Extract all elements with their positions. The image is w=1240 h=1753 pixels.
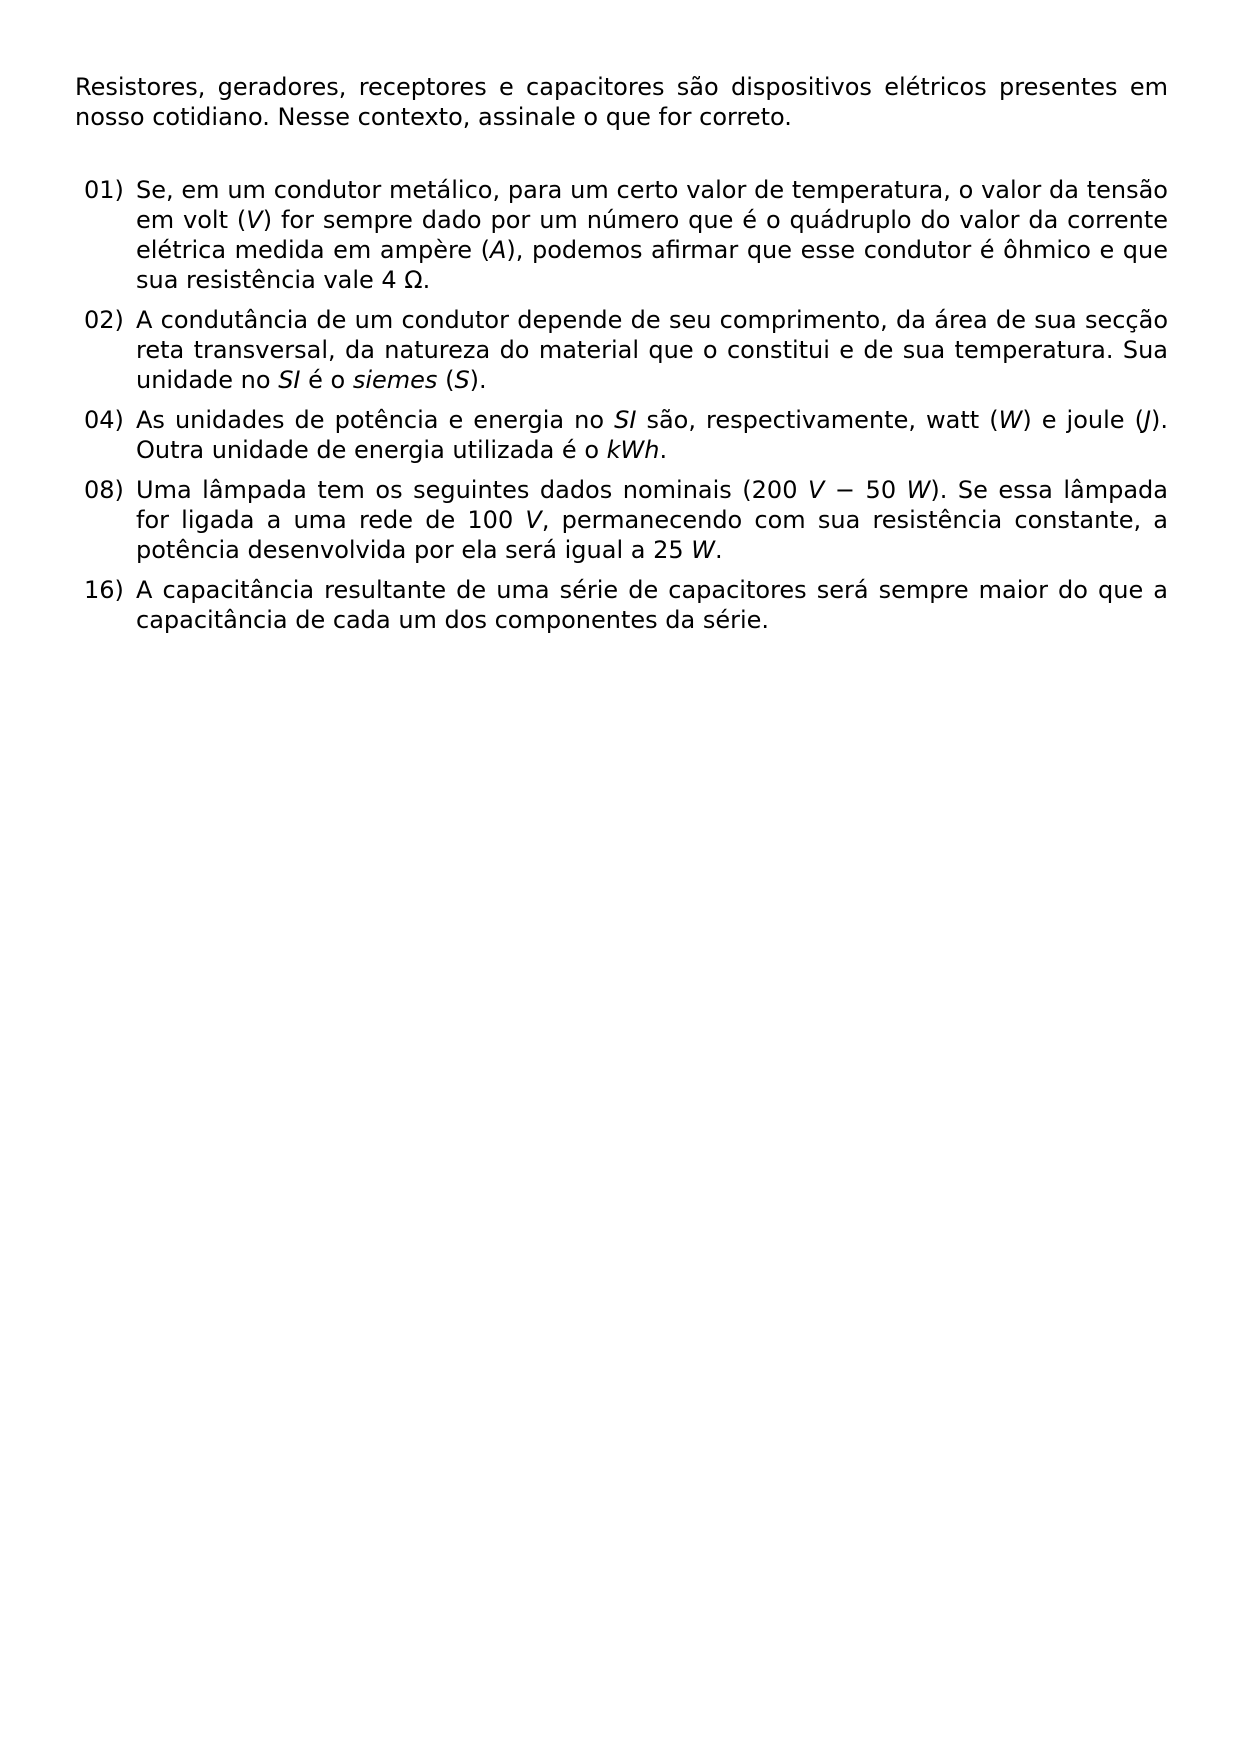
unit-symbol: W bbox=[998, 406, 1023, 434]
unit-system-symbol: SI bbox=[278, 366, 301, 394]
option-text-segment: ). Se essa lâmpada for ligada a uma rede de 100 bbox=[136, 476, 1168, 534]
option-text bbox=[136, 575, 1168, 635]
unit-system-symbol: SI bbox=[614, 406, 637, 434]
option-text bbox=[136, 475, 1168, 565]
option-text bbox=[136, 305, 1168, 395]
option-text-segment: − 50 bbox=[824, 476, 907, 504]
unit-symbol: W bbox=[906, 476, 931, 504]
option-number: 08) bbox=[84, 476, 124, 504]
option-text-segment: A condutância de um condutor depende de seu comprimento, da área de sua secção reta transversal, da natureza do material que o constitui e de sua temperatura. Sua unidade no bbox=[136, 306, 1168, 394]
option-text bbox=[136, 175, 1168, 295]
answer-options-list bbox=[75, 175, 1168, 635]
option-text-segment: ). bbox=[469, 366, 487, 394]
unit-symbol: W bbox=[691, 536, 715, 564]
option-text-segment: . bbox=[659, 436, 668, 464]
option-text-segment: . bbox=[715, 536, 723, 564]
option-text-segment: Uma lâmpada tem os seguintes dados nominais (200 bbox=[136, 476, 808, 504]
option-08 bbox=[75, 475, 1168, 565]
option-text-segment: ( bbox=[437, 366, 455, 394]
option-01 bbox=[75, 175, 1168, 295]
option-text-segment: é o bbox=[300, 366, 353, 394]
option-text-segment: são, respectivamente, watt ( bbox=[636, 406, 999, 434]
option-text-segment: A capacitância resultante de uma série de capacitores será sempre maior do que a capacitância de cada um dos componentes da série. bbox=[136, 576, 1168, 634]
unit-symbol: V bbox=[807, 476, 825, 504]
unit-name: siemes bbox=[352, 366, 438, 394]
option-text bbox=[136, 405, 1168, 465]
option-number: 01) bbox=[84, 176, 124, 204]
option-number: 16) bbox=[84, 576, 124, 604]
unit-symbol: V bbox=[246, 206, 263, 234]
option-number: 02) bbox=[84, 306, 124, 334]
option-text-segment: ) for sempre dado por um número que é o quádruplo do valor da corrente elétrica medida em ampère ( bbox=[136, 206, 1168, 264]
option-text-segment: ). Outra unidade de energia utilizada é o bbox=[136, 406, 1169, 464]
option-text-segment: Se, em um condutor metálico, para um certo valor de temperatura, o valor da tensão em volt ( bbox=[136, 176, 1168, 234]
option-text-segment: ), podemos afirmar que esse condutor é ôhmico e que sua resistência vale 4 Ω. bbox=[136, 236, 1169, 294]
option-04 bbox=[75, 405, 1168, 465]
unit-symbol: kWh bbox=[606, 436, 660, 464]
option-16 bbox=[75, 575, 1168, 635]
unit-symbol: J bbox=[1143, 406, 1152, 434]
unit-symbol: S bbox=[454, 366, 470, 394]
question-page bbox=[75, 72, 1168, 645]
option-02 bbox=[75, 305, 1168, 395]
option-number: 04) bbox=[84, 406, 124, 434]
question-intro: Resistores, geradores, receptores e capacitores são dispositivos elétricos presentes em nosso cotidiano. Nesse contexto, assinale o que for correto. bbox=[75, 73, 1168, 131]
unit-symbol: A bbox=[490, 236, 507, 264]
option-text-segment: , permanecendo com sua resistência constante, a potência desenvolvida por ela será igual a 25 bbox=[136, 506, 1168, 564]
option-text-segment: ) e joule ( bbox=[1022, 406, 1144, 434]
unit-symbol: V bbox=[525, 506, 542, 534]
option-text-segment: As unidades de potência e energia no bbox=[136, 406, 615, 434]
